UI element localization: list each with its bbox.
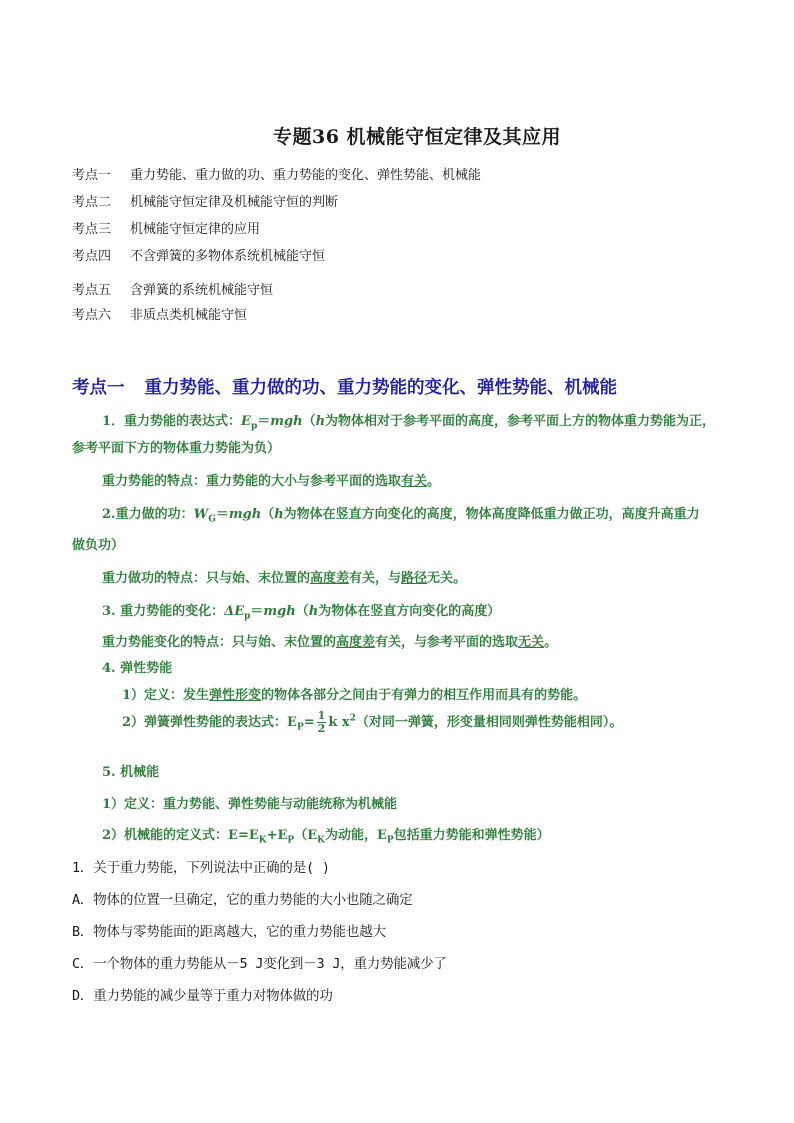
text: 重力势能变化的特点：只与始、末位置的 (102, 635, 337, 650)
text: 有关，与参考平面的选取 (375, 635, 519, 650)
toc-tag: 考点二 (72, 195, 112, 210)
section-tag: 考点一 (72, 378, 125, 398)
text: +E (266, 828, 288, 843)
paragraph-mechanical-formula (102, 824, 550, 846)
toc-item (72, 304, 247, 323)
subheading-mechanical-energy: 5. 机械能 (102, 765, 160, 780)
symbol-delta-e: ΔE (224, 604, 245, 619)
formula-rhs: mgh (270, 414, 303, 429)
toc-tag: 考点六 (72, 308, 112, 323)
text: 2）机械能的定义式：E=E (102, 828, 259, 843)
option-a: A．物体的位置一旦确定，它的重力势能的大小也随之确定 (72, 892, 413, 908)
text: 重力势能的特点：重力势能的大小与参考平面的选取 (102, 474, 402, 489)
text: 无关。 (427, 571, 467, 586)
label: 1．重力势能的表达式： (102, 414, 242, 429)
paragraph-continuation: 参考平面下方的物体重力势能为负） (72, 441, 281, 456)
superscript: 2 (349, 713, 356, 724)
toc-text: 机械能守恒定律及机械能守恒的判断 (130, 195, 339, 210)
text: 2）弹簧弹性势能的表达式：E (122, 715, 297, 730)
equals: ＝ (257, 414, 271, 429)
toc-text: 不含弹簧的多物体系统机械能守恒 (130, 249, 326, 264)
subscript: P (287, 835, 295, 846)
text: 1）定义：发生 (122, 688, 210, 703)
subscript: P (386, 835, 394, 846)
equals: ＝ (250, 604, 264, 619)
underlined-term: 有关 (401, 474, 428, 489)
option-c: C．一个物体的重力势能从－5 J变化到－3 J，重力势能减少了 (72, 956, 447, 972)
subscript: K (317, 835, 325, 846)
denominator: 2 (317, 722, 326, 735)
text: （E (294, 828, 318, 843)
toc-text: 非质点类机械能守恒 (130, 308, 248, 323)
text: 有关，与 (349, 571, 402, 586)
paragraph-potential-energy-formula (102, 410, 715, 432)
underlined-term: 高度差 (336, 635, 376, 650)
paragraph-potential-energy-feature (102, 470, 440, 489)
text: 为物体在竖直方向变化的高度） (318, 604, 501, 619)
page-title: 专题36 机械能守恒定律及其应用 (272, 126, 562, 148)
paragraph-elastic-formula (122, 710, 622, 735)
paren: （ (261, 507, 275, 522)
text: k x (328, 715, 350, 730)
text: （对同一弹簧，形变量相同则弹性势能相同）。 (355, 715, 623, 730)
symbol-w: W (193, 507, 209, 522)
paragraph-gravity-work-feature (102, 567, 466, 586)
underlined-term: 无关 (518, 635, 545, 650)
underlined-term: 弹性形变 (209, 688, 262, 703)
paragraph-continuation: 做负功） (72, 538, 125, 553)
text: 包括重力势能和弹性势能） (393, 828, 550, 843)
toc-tag: 考点三 (72, 222, 112, 237)
paren: （ (295, 604, 309, 619)
underlined-term: 路径 (401, 571, 428, 586)
paragraph-elastic-definition (122, 684, 586, 703)
toc-tag: 考点五 (72, 283, 112, 298)
question-stem: 1．关于重力势能，下列说法中正确的是( ) (72, 860, 330, 876)
toc-text: 机械能守恒定律的应用 (130, 222, 261, 237)
label: 3. 重力势能的变化： (102, 604, 225, 619)
section-heading (72, 374, 617, 399)
paragraph-potential-change (102, 600, 500, 622)
paragraph-potential-change-feature (102, 631, 557, 650)
option-b: B．物体与零势能面的距离越大，它的重力势能也越大 (72, 924, 386, 940)
option-d: D．重力势能的减少量等于重力对物体做的功 (72, 988, 333, 1004)
symbol-h: h (274, 507, 284, 522)
subheading-elastic-energy: 4. 弹性势能 (102, 661, 173, 676)
toc-item (72, 245, 325, 264)
toc-text: 含弹簧的系统机械能守恒 (130, 283, 274, 298)
toc-tag: 考点一 (72, 168, 112, 183)
toc-item (72, 164, 481, 183)
text: 。 (427, 474, 441, 489)
symbol-e: E (241, 414, 251, 429)
text: 重力做功的特点：只与始、末位置的 (102, 571, 311, 586)
toc-item (72, 218, 260, 237)
text: 为动能，E (324, 828, 387, 843)
subscript: G (208, 514, 216, 525)
label: 2.重力做的功： (102, 507, 194, 522)
paren: （ (302, 414, 316, 429)
subscript: P (296, 722, 304, 733)
toc-item (72, 279, 273, 298)
formula-rhs: mgh (228, 507, 262, 522)
underlined-term: 高度差 (310, 571, 350, 586)
numerator: 1 (317, 709, 326, 722)
section-title: 重力势能、重力做的功、重力势能的变化、弹性势能、机械能 (144, 378, 617, 398)
subscript: p (250, 421, 258, 432)
text: 为物体相对于参考平面的高度，参考平面上方的物体重力势能为正， (325, 414, 716, 429)
fraction-one-half (317, 710, 327, 735)
equals: = (303, 715, 315, 730)
symbol-h: h (308, 604, 319, 619)
paragraph-mechanical-definition: 1）定义：重力势能、弹性势能与动能统称为机械能 (102, 797, 398, 812)
toc-text: 重力势能、重力做的功、重力势能的变化、弹性势能、机械能 (130, 168, 482, 183)
formula-rhs: mgh (263, 604, 296, 619)
subscript: K (258, 835, 267, 846)
symbol-h: h (315, 414, 326, 429)
text: 。 (544, 635, 558, 650)
toc-item (72, 191, 338, 210)
subscript: p (244, 611, 251, 622)
text: 的物体各部分之间由于有弹力的相互作用而具有的势能。 (261, 688, 587, 703)
toc-tag: 考点四 (72, 249, 112, 264)
text: 为物体在竖直方向变化的高度，物体高度降低重力做正功，高度升高重力 (283, 507, 700, 522)
paragraph-gravity-work (102, 503, 700, 525)
equals: ＝ (215, 507, 229, 522)
